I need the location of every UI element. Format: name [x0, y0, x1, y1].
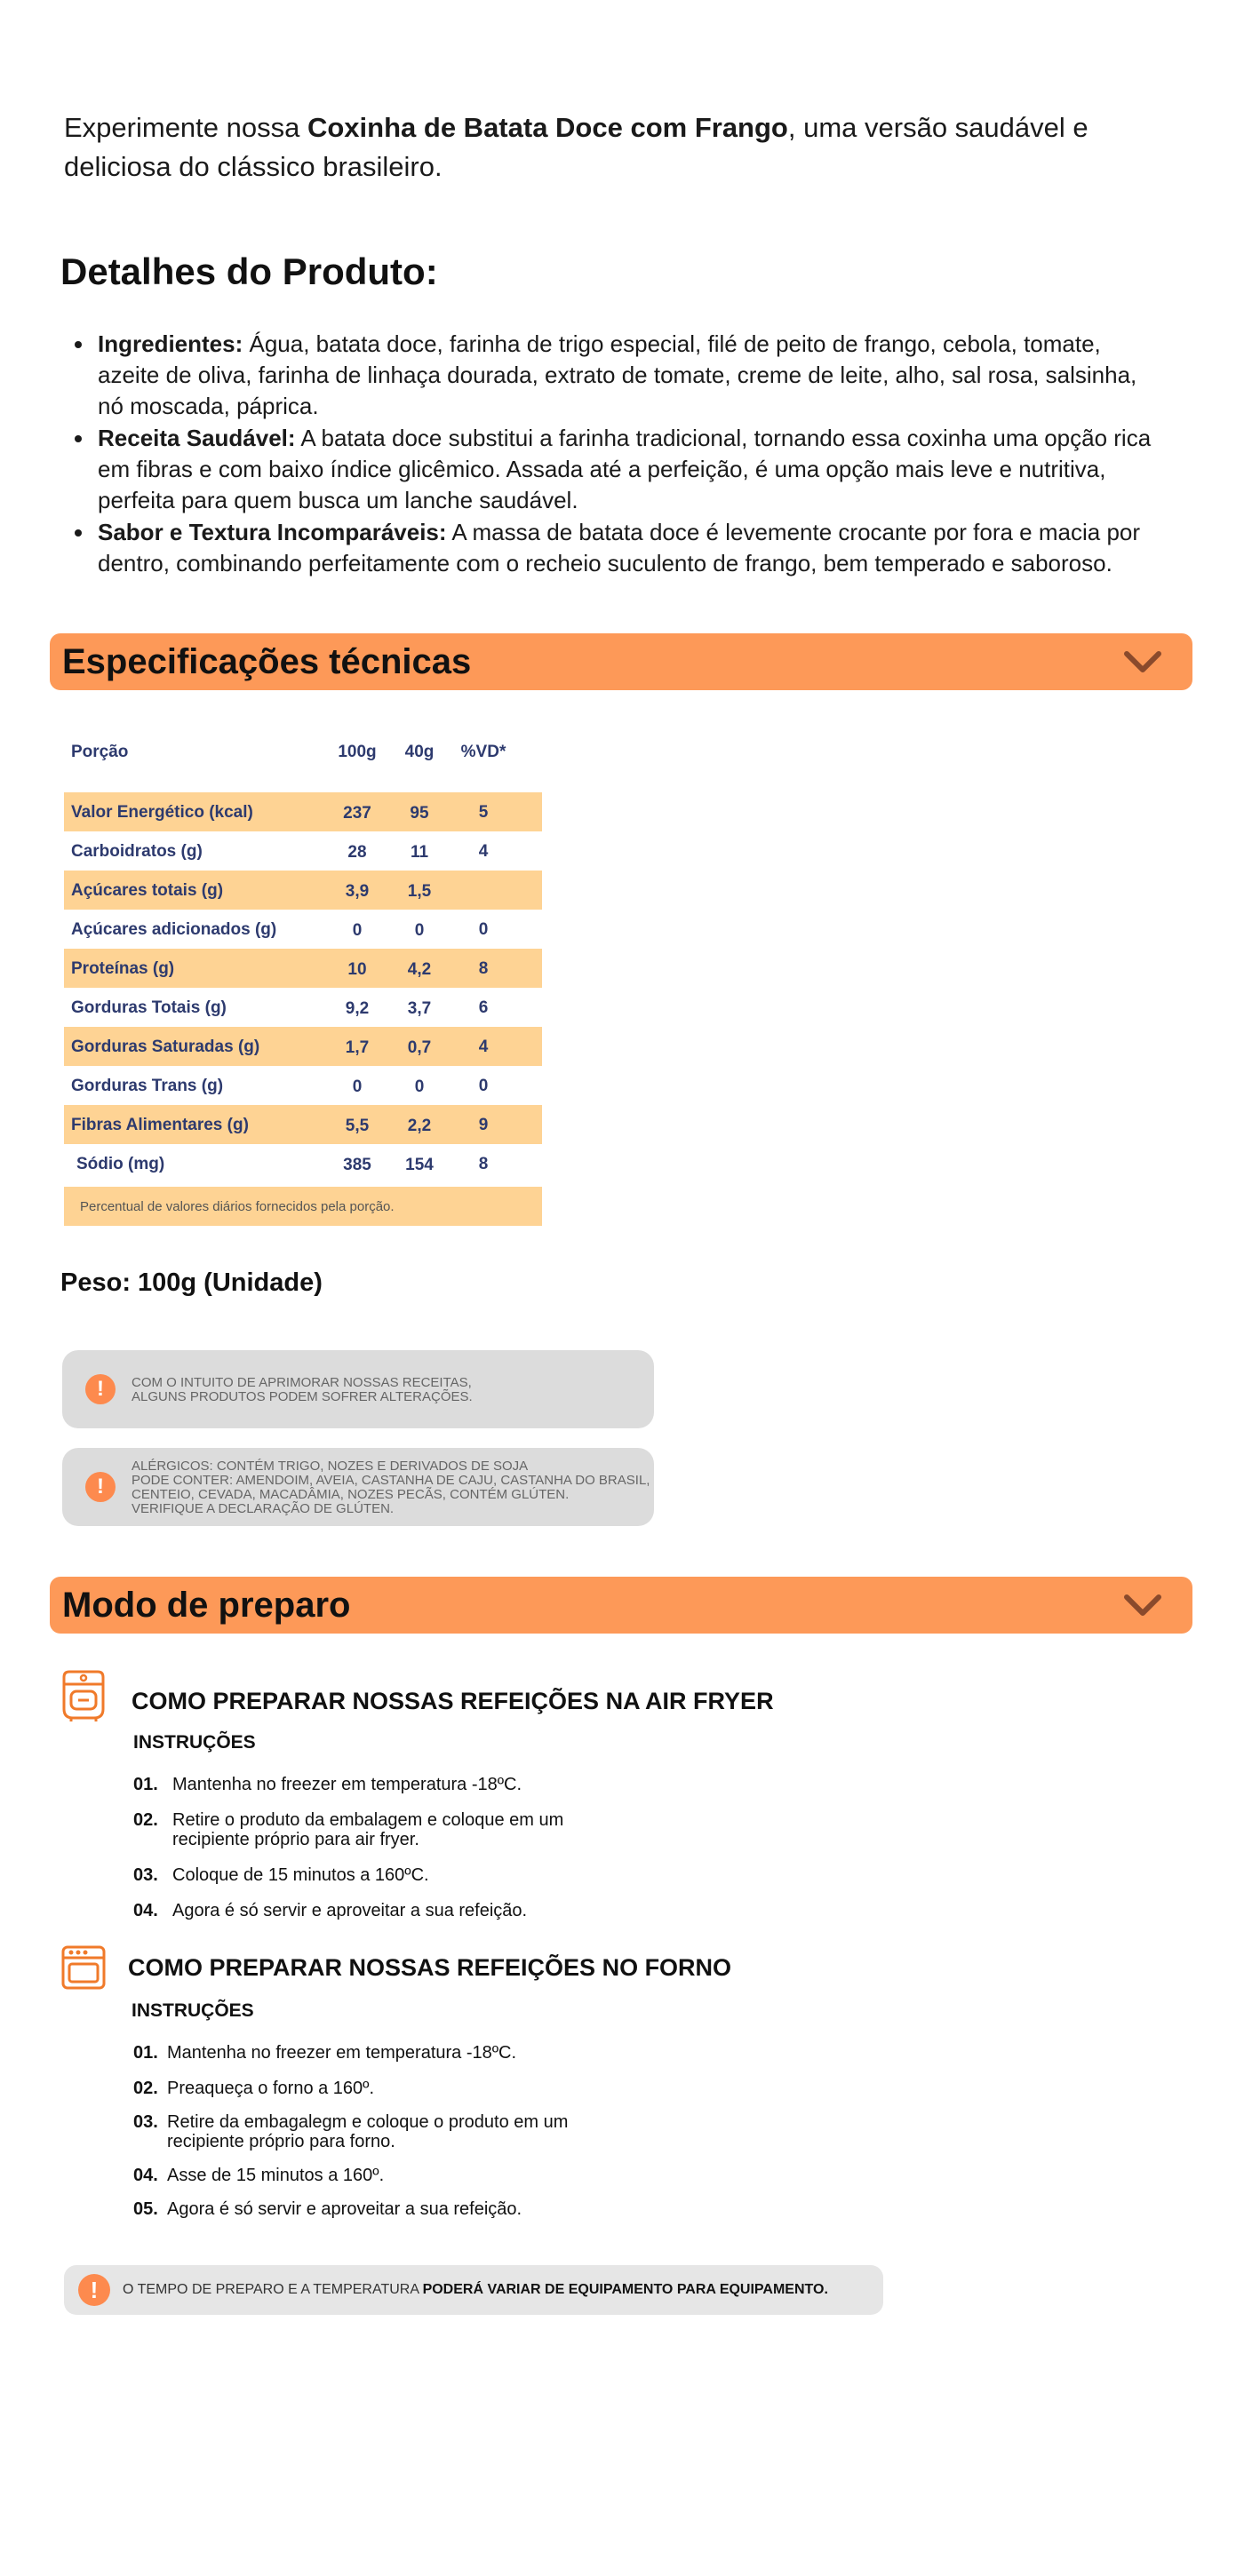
row-vd: 6 [478, 998, 489, 1017]
details-item-text: Água, batata doce, farinha de trigo especial, filé de peito de frango, cebola, tomate, azeite de oliva, farinha de linhaça dourada, extrato de tomate, creme de leite, alho, sal rosa, salsinha, nó moscada, páprica. [98, 330, 1137, 419]
step-number: 03. [133, 2112, 158, 2132]
details-item-text: A batata doce substitui a farinha tradicional, tornando essa coxinha uma opção rica em fibras e com baixo índice glicêmico. Assada até a perfeição, é uma opção mais leve e nutritiva, perfeita para quem busca um lanche saudável. [98, 425, 1152, 513]
row-vd: 5 [478, 803, 489, 822]
alert-icon-glyph: ! [97, 1475, 104, 1499]
notice-line: CENTEIO, CEVADA, MACADÂMIA, NOZES PECÃS, CONTÉM GLÚTEN. [132, 1487, 570, 1502]
row-100g: 5,5 [345, 1117, 370, 1135]
prep-time-notice-text [123, 2282, 828, 2298]
oven-title: COMO PREPARAR NOSSAS REFEIÇÕES NO FORNO [128, 1954, 732, 1981]
step-number: 01. [133, 2043, 158, 2063]
table-row [64, 988, 542, 1027]
alert-icon-glyph: ! [97, 1377, 104, 1401]
step-text: Mantenha no freezer em temperatura -18ºC. [172, 1775, 522, 1794]
row-label: Gorduras Trans (g) [71, 1077, 224, 1095]
table-row [64, 1027, 542, 1066]
row-label: Gorduras Totais (g) [71, 998, 227, 1017]
header-100g: 100g [338, 743, 377, 761]
header-40g: 40g [404, 743, 435, 761]
details-item-label: Receita Saudável: [98, 425, 296, 451]
table-row [64, 831, 542, 871]
step-text: Preaqueça o forno a 160º. [167, 2079, 375, 2098]
step-text: Agora é só servir e aproveitar a sua refeição. [167, 2199, 522, 2219]
intro-before: Experimente nossa [64, 112, 307, 143]
row-label: Sódio (mg) [76, 1155, 165, 1173]
nutrition-table [64, 730, 542, 1226]
row-40g: 2,2 [407, 1117, 432, 1135]
row-label: Valor Energético (kcal) [71, 803, 253, 822]
step-text: Retire da embagalegm e coloque o produto em um recipiente próprio para forno. [167, 2112, 569, 2151]
step-text: Asse de 15 minutos a 160º. [167, 2166, 385, 2185]
row-vd: 0 [478, 1077, 489, 1095]
row-vd: 8 [478, 959, 489, 978]
specs-accordion-header[interactable] [50, 633, 1192, 690]
row-vd: 4 [478, 1038, 489, 1056]
airfryer-instructions-label: INSTRUÇÕES [133, 1732, 256, 1753]
specs-accordion-title: Especificações técnicas [62, 642, 472, 681]
nutrition-table-header [64, 730, 542, 792]
table-row [64, 910, 542, 949]
step-number: 02. [133, 2079, 158, 2098]
details-item-ingredients [98, 329, 1164, 422]
row-40g: 0,7 [407, 1038, 432, 1057]
row-40g: 154 [405, 1156, 434, 1174]
intro-product-name: Coxinha de Batata Doce com Frango [307, 112, 788, 143]
details-list [98, 329, 1164, 580]
table-row [64, 1066, 542, 1105]
details-item-label: Ingredientes: [98, 330, 243, 357]
step-text: Mantenha no freezer em temperatura -18ºC. [167, 2043, 517, 2063]
alert-icon [85, 1374, 116, 1404]
notice-text-bold: PODERÁ VARIAR DE EQUIPAMENTO PARA EQUIPAMENTO. [422, 2282, 828, 2297]
step-number: 03. [133, 1865, 158, 1885]
step-text: Retire o produto da embalagem e coloque em um recipiente próprio para air fryer. [172, 1810, 564, 1849]
step-number: 05. [133, 2199, 158, 2219]
prep-time-notice [64, 2265, 883, 2315]
notice-text-regular: O TEMPO DE PREPARO E A TEMPERATURA [123, 2282, 423, 2297]
row-vd: 4 [478, 842, 489, 861]
row-40g: 0 [414, 1077, 425, 1096]
row-40g: 95 [410, 804, 429, 823]
oven-instructions-label: INSTRUÇÕES [132, 2000, 254, 2021]
table-row [64, 871, 542, 910]
row-100g: 1,7 [345, 1038, 370, 1057]
details-heading: Detalhes do Produto: [60, 250, 438, 292]
row-40g: 1,5 [407, 882, 432, 901]
table-row [64, 949, 542, 988]
details-item-flavor-texture [98, 517, 1164, 579]
notice-line: COM O INTUITO DE APRIMORAR NOSSAS RECEITAS, [132, 1375, 472, 1390]
oven-section [60, 1941, 860, 2234]
row-100g: 3,9 [345, 882, 370, 901]
row-vd: 8 [478, 1155, 489, 1173]
row-100g: 385 [343, 1156, 371, 1174]
footnote-text: Percentual de valores diários fornecidos pela porção. [80, 1199, 395, 1214]
row-label: Açúcares adicionados (g) [71, 920, 277, 939]
airfryer-title: COMO PREPARAR NOSSAS REFEIÇÕES NA AIR FRYER [132, 1688, 774, 1714]
alert-icon [78, 2274, 110, 2306]
row-label: Proteínas (g) [71, 959, 175, 978]
table-row [64, 792, 542, 831]
header-portion: Porção [71, 743, 129, 761]
row-100g: 0 [352, 921, 363, 940]
row-label: Açúcares totais (g) [71, 881, 224, 900]
chevron-down-icon[interactable] [1123, 1592, 1162, 1618]
alert-icon [85, 1472, 116, 1502]
step-text: Coloque de 15 minutos a 160ºC. [172, 1865, 429, 1885]
step-number: 04. [133, 2166, 158, 2185]
row-40g: 4,2 [407, 960, 432, 979]
air-fryer-icon [60, 1668, 107, 1721]
notice-line: PODE CONTER: AMENDOIM, AVEIA, CASTANHA DE CAJU, CASTANHA DO BRASIL, [132, 1473, 650, 1488]
intro-after: , uma versão saudável e deliciosa do clássico brasileiro. [64, 112, 1088, 182]
allergen-notice [62, 1448, 654, 1526]
step-number: 02. [133, 1810, 158, 1830]
notice-text [132, 1459, 650, 1516]
prep-accordion-header[interactable] [50, 1577, 1192, 1634]
row-label: Gorduras Saturadas (g) [71, 1038, 260, 1056]
nutrition-table-footnote [64, 1187, 542, 1226]
step-number: 01. [133, 1775, 158, 1794]
row-label: Fibras Alimentares (g) [71, 1116, 249, 1134]
row-vd: 9 [478, 1116, 489, 1134]
notice-line: ALÉRGICOS: CONTÉM TRIGO, NOZES E DERIVADOS DE SOJA [132, 1459, 529, 1474]
airfryer-section [60, 1668, 860, 1920]
row-40g: 11 [410, 843, 429, 862]
recipe-change-notice [62, 1350, 654, 1428]
chevron-down-icon[interactable] [1123, 648, 1162, 675]
row-100g: 0 [352, 1077, 363, 1096]
step-text: Agora é só servir e aproveitar a sua refeição. [172, 1901, 528, 1920]
step-number: 04. [133, 1901, 158, 1920]
oven-icon [60, 1941, 107, 1994]
notice-line: VERIFIQUE A DECLARAÇÃO DE GLÚTEN. [132, 1501, 395, 1516]
row-100g: 237 [343, 804, 371, 823]
row-label: Carboidratos (g) [71, 842, 203, 861]
intro-paragraph [64, 108, 1112, 187]
row-40g: 0 [414, 921, 425, 940]
details-item-text: A massa de batata doce é levemente crocante por fora e macia por dentro, combinando perfeitamente com o recheio suculento de frango, bem temperado e saboroso. [98, 519, 1141, 576]
prep-accordion-title: Modo de preparo [62, 1586, 351, 1625]
notice-text [132, 1376, 473, 1404]
row-100g: 9,2 [345, 999, 370, 1018]
row-100g: 28 [347, 843, 367, 862]
header-vd: %VD* [460, 743, 506, 761]
notice-line: ALGUNS PRODUTOS PODEM SOFRER ALTERAÇÕES. [132, 1389, 473, 1404]
product-weight: Peso: 100g (Unidade) [60, 1268, 323, 1297]
row-vd: 0 [478, 920, 489, 939]
details-item-label: Sabor e Textura Incomparáveis: [98, 519, 447, 545]
alert-icon-glyph: ! [90, 2277, 99, 2303]
table-row [64, 1144, 542, 1183]
row-40g: 3,7 [407, 999, 432, 1018]
details-item-healthy-recipe [98, 423, 1164, 516]
table-row [64, 1105, 542, 1144]
row-100g: 10 [347, 960, 367, 979]
